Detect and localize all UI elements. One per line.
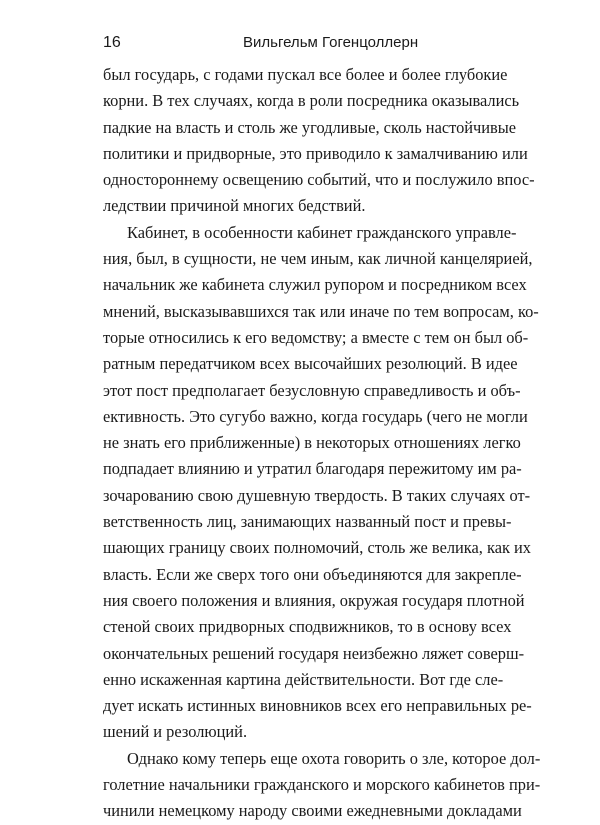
text-line: ветственность лиц, занимающих названный пост и превы- <box>103 512 512 532</box>
text-line: шений и резолюций. <box>103 722 248 742</box>
text-line: политики и придворные, это приводило к замалчиванию или <box>103 143 528 163</box>
text-line: подпадает влиянию и утратил благодаря пережитому им ра- <box>103 459 522 479</box>
text-line: голетние начальники гражданского и морского кабинетов при- <box>103 775 541 795</box>
running-title: Вильгельм Гогенцоллерн <box>243 34 419 51</box>
text-line: Однако кому теперь еще охота говорить о зле, которое дол- <box>127 748 541 768</box>
text-line: мнений, высказывавшихся так или иначе по тем вопросам, ко- <box>103 301 539 321</box>
text-line: начальник же кабинета служил рупором и посредником всех <box>103 275 527 295</box>
text-line: корни. В тех случаях, когда в роли посредника оказывались <box>103 91 520 111</box>
text-line: одностороннему освещению событий, что и послужило впос- <box>103 170 535 190</box>
text-line: ния своего положения и влияния, окружая государя плотной <box>103 590 525 610</box>
text-line: зочарованию свою душевную твердость. В таких случаях от- <box>103 485 531 505</box>
text-line: ективность. Это сугубо важно, когда государь (чего не могли <box>103 406 528 426</box>
text-line: ратным передатчиком всех высочайших резолюций. В идее <box>103 354 518 374</box>
text-line: дует искать истинных виновников всех его неправильных ре- <box>103 696 532 716</box>
text-line: ледствии причиной многих бедствий. <box>103 196 366 216</box>
text-line: торые относились к его ведомству; а вместе с тем он был об- <box>103 327 529 347</box>
text-line: енно искаженная картина действительности. Вот где сле- <box>103 669 504 689</box>
text-line: окончательных решений государя неизбежно ляжет соверш- <box>103 643 525 663</box>
text-line: не знать его приближенные) в некоторых отношениях легко <box>103 433 521 453</box>
text-line: ния, был, в сущности, не чем иным, как личной канцелярией, <box>103 249 533 269</box>
paragraph-1 <box>103 62 535 220</box>
page-number: 16 <box>103 34 121 51</box>
paragraph-3 <box>103 746 541 825</box>
text-line: стеной своих придворных сподвижников, то в основу всех <box>103 617 512 637</box>
text-line: власть. Если же сверх того они объединяются для закрепле- <box>103 564 522 584</box>
body-text <box>103 62 541 825</box>
text-line: этот пост предполагает безусловную справедливость и объ- <box>103 380 521 400</box>
text-line: падкие на власть и столь же угодливые, сколь настойчивые <box>103 117 517 137</box>
text-line: чинили немецкому народу своими ежедневными докладами <box>103 801 522 821</box>
text-line: шающих границу своих полномочий, столь же велика, как их <box>103 538 532 558</box>
text-line: Кабинет, в особенности кабинет гражданского управле- <box>127 222 517 242</box>
text-line: был государь, с годами пускал все более и более глубокие <box>103 65 508 84</box>
page-header <box>103 33 497 55</box>
paragraph-2 <box>103 220 539 746</box>
